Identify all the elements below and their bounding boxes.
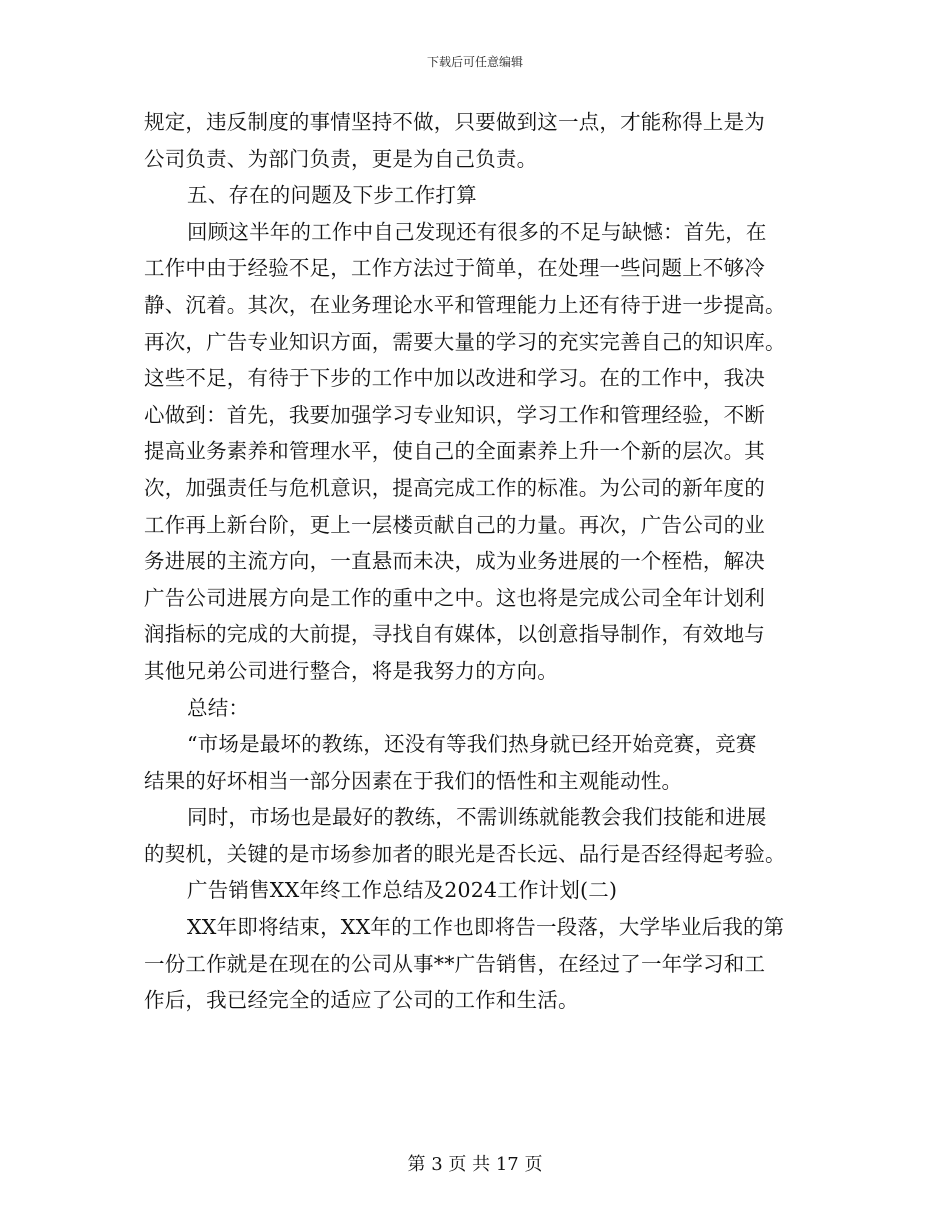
body-line: “市场是最坏的教练，还没有等我们热身就已经开始竞赛，竞赛 [187,732,757,757]
body-line: 静、沉着。其次，在业务理论水平和管理能力上还有待于进一步提高。 [144,292,786,317]
body-line: 回顾这半年的工作中自己发现还有很多的不足与缺憾：首先，在 [187,219,767,244]
body-line: 结果的好坏相当一部分因素在于我们的悟性和主观能动性。 [144,768,683,793]
body-line: 作后，我已经完全的适应了公司的工作和生活。 [144,988,579,1013]
section-heading: 五、存在的问题及下步工作打算 [187,183,477,208]
body-line: 润指标的完成的大前提，寻找自有媒体，以创意指导制作，有效地与 [144,622,765,647]
body-line: 心做到：首先，我要加强学习专业知识，学习工作和管理经验，不断 [144,402,765,427]
body-line: 其他兄弟公司进行整合，将是我努力的方向。 [144,658,558,683]
body-line: 公司负责、为部门负责，更是为自己负责。 [144,146,538,171]
body-line: 工作中由于经验不足，工作方法过于简单，在处理一些问题上不够冷 [144,256,765,281]
body-line: 再次，广告专业知识方面，需要大量的学习的充实完善自己的知识库。 [144,329,786,354]
body-line: 这些不足，有待于下步的工作中加以改进和学习。在的工作中，我决 [144,366,765,391]
body-line: 同时，市场也是最好的教练，不需训练就能教会我们技能和进展 [187,805,767,830]
body-line: 提高业务素养和管理水平，使自己的全面素养上升一个新的层次。其 [144,439,765,464]
document-subtitle: 广告销售XX年终工作总结及2024工作计划(二) [187,878,618,903]
body-line: 次，加强责任与危机意识，提高完成工作的标准。为公司的新年度的 [144,475,765,500]
body-line: 工作再上新台阶，更上一层楼贡献自己的力量。再次，广告公司的业 [144,512,765,537]
page-header: 下载后可任意编辑 [426,55,523,69]
document-body [144,104,806,1019]
body-line: 一份工作就是在现在的公司从事**广告销售，在经过了一年学习和工 [144,951,766,976]
body-line: 广告公司进展方向是工作的重中之中。这也将是完成公司全年计划利 [144,585,765,610]
body-line: XX年即将结束，XX年的工作也即将告一段落，大学毕业后我的第 [187,915,785,940]
summary-heading: 总结： [187,695,250,720]
body-line: 务进展的主流方向，一直悬而未决，成为业务进展的一个桎梏，解决 [144,549,765,574]
body-line: 的契机，关键的是市场参加者的眼光是否长远、品行是否经得起考验。 [144,841,786,866]
body-line: 规定，违反制度的事情坚持不做，只要做到这一点，才能称得上是为 [144,110,765,134]
page-number: 第 3 页 共 17 页 [407,1154,543,1175]
